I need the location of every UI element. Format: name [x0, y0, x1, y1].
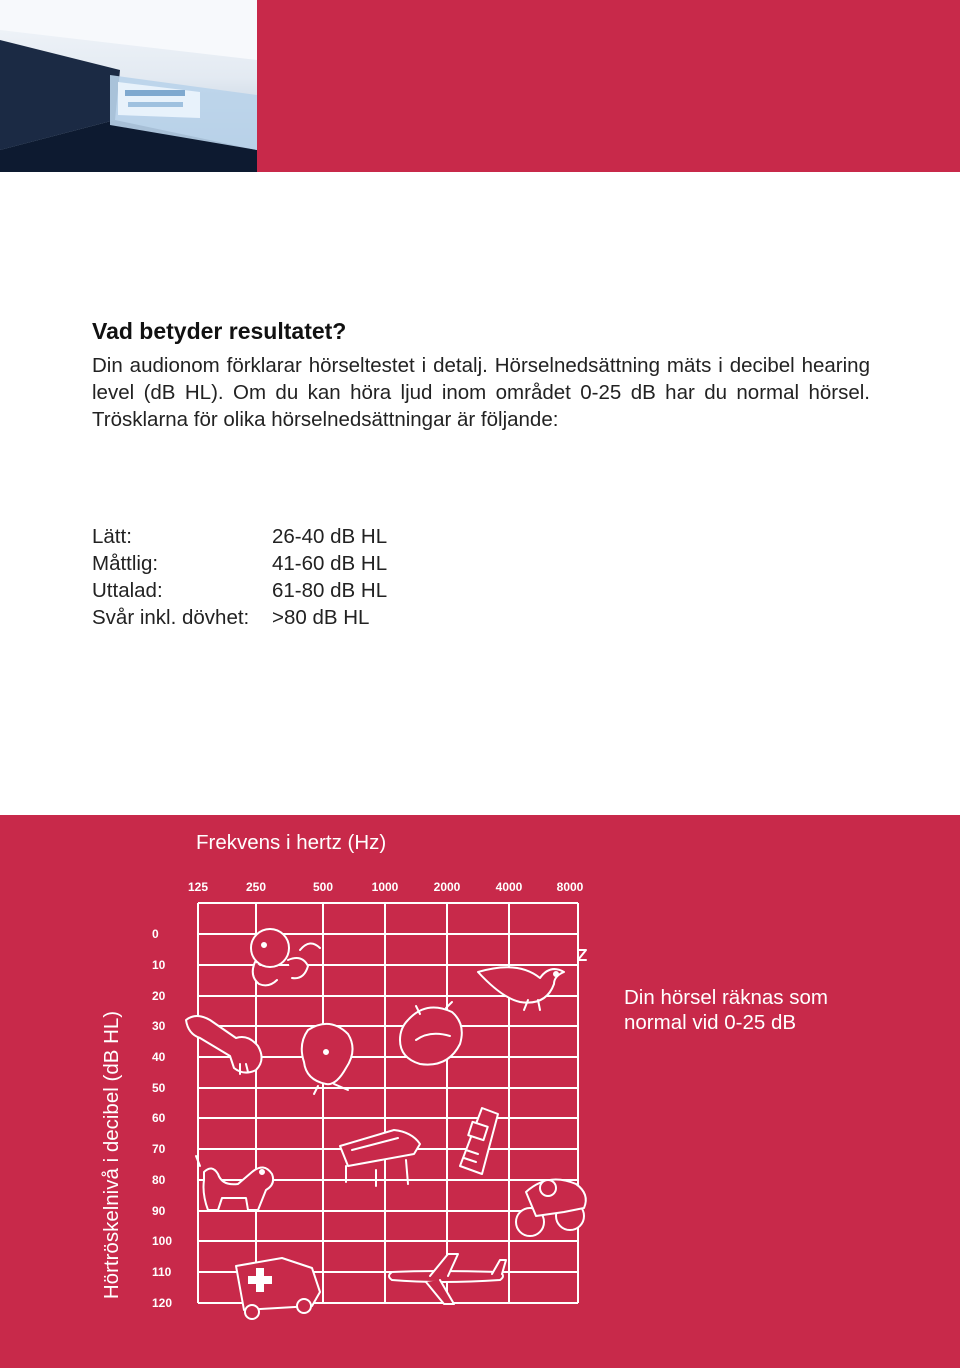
- bird-icon: [478, 950, 586, 1010]
- frequency-tick-label: 1000: [371, 880, 399, 894]
- ambulance-icon: [236, 1258, 320, 1319]
- db-tick-label: 80: [152, 1173, 166, 1187]
- db-tick-label: 120: [152, 1296, 173, 1310]
- level-label: Uttalad:: [92, 579, 163, 602]
- intro-paragraph: Din audionom förklarar hörseltestet i detalj. Hörselnedsättning mäts i decibel hearing level (dB HL). Om du kan höra ljud inom området 0-25 dB har du normal hörsel. Trösklarna för olika hörselnedsättningar är följande:: [92, 354, 870, 431]
- db-tick-label: 30: [152, 1019, 166, 1033]
- db-tick-label: 70: [152, 1142, 166, 1156]
- frequency-axis-title: Frekvens i hertz (Hz): [196, 831, 387, 854]
- normal-hearing-note: Din hörsel räknas som normal vid 0-25 dB: [624, 986, 828, 1034]
- level-value: >80 dB HL: [272, 606, 370, 629]
- db-tick-label: 20: [152, 989, 166, 1003]
- db-tick-label: 50: [152, 1081, 166, 1095]
- airplane-icon: [389, 1254, 506, 1304]
- watch-icon: [400, 1002, 462, 1065]
- frequency-tick-label: 2000: [433, 880, 461, 894]
- level-value: 61-80 dB HL: [272, 579, 388, 602]
- level-value: 26-40 dB HL: [272, 525, 388, 548]
- level-value: 41-60 dB HL: [272, 552, 388, 575]
- piano-icon: [340, 1130, 420, 1186]
- threshold-axis-title: Hörtröskelnivå i decibel (dB HL): [100, 1010, 123, 1300]
- db-tick-label: 60: [152, 1111, 166, 1125]
- db-tick-label: 100: [152, 1234, 173, 1248]
- child-whisper-icon: [251, 929, 320, 985]
- db-tick-label: 10: [152, 958, 166, 972]
- frequency-tick-label: 8000: [556, 880, 584, 894]
- level-label: Svår inkl. dövhet:: [92, 606, 250, 629]
- db-tick-label: 0: [152, 927, 159, 941]
- dog-icon: [196, 1156, 273, 1210]
- child-face-icon: [302, 1024, 353, 1094]
- frequency-tick-label: 250: [245, 880, 267, 894]
- frequency-tick-label: 125: [187, 880, 209, 894]
- db-tick-label: 90: [152, 1204, 166, 1218]
- level-label: Måttlig:: [92, 552, 159, 575]
- motorcycle-icon: [516, 1180, 586, 1237]
- db-tick-label: 40: [152, 1050, 166, 1064]
- frequency-tick-label: 4000: [495, 880, 523, 894]
- level-label: Lätt:: [92, 525, 132, 548]
- frequency-tick-label: 500: [312, 880, 334, 894]
- section-heading: Vad betyder resultatet?: [92, 318, 347, 344]
- db-tick-label: 110: [152, 1265, 172, 1279]
